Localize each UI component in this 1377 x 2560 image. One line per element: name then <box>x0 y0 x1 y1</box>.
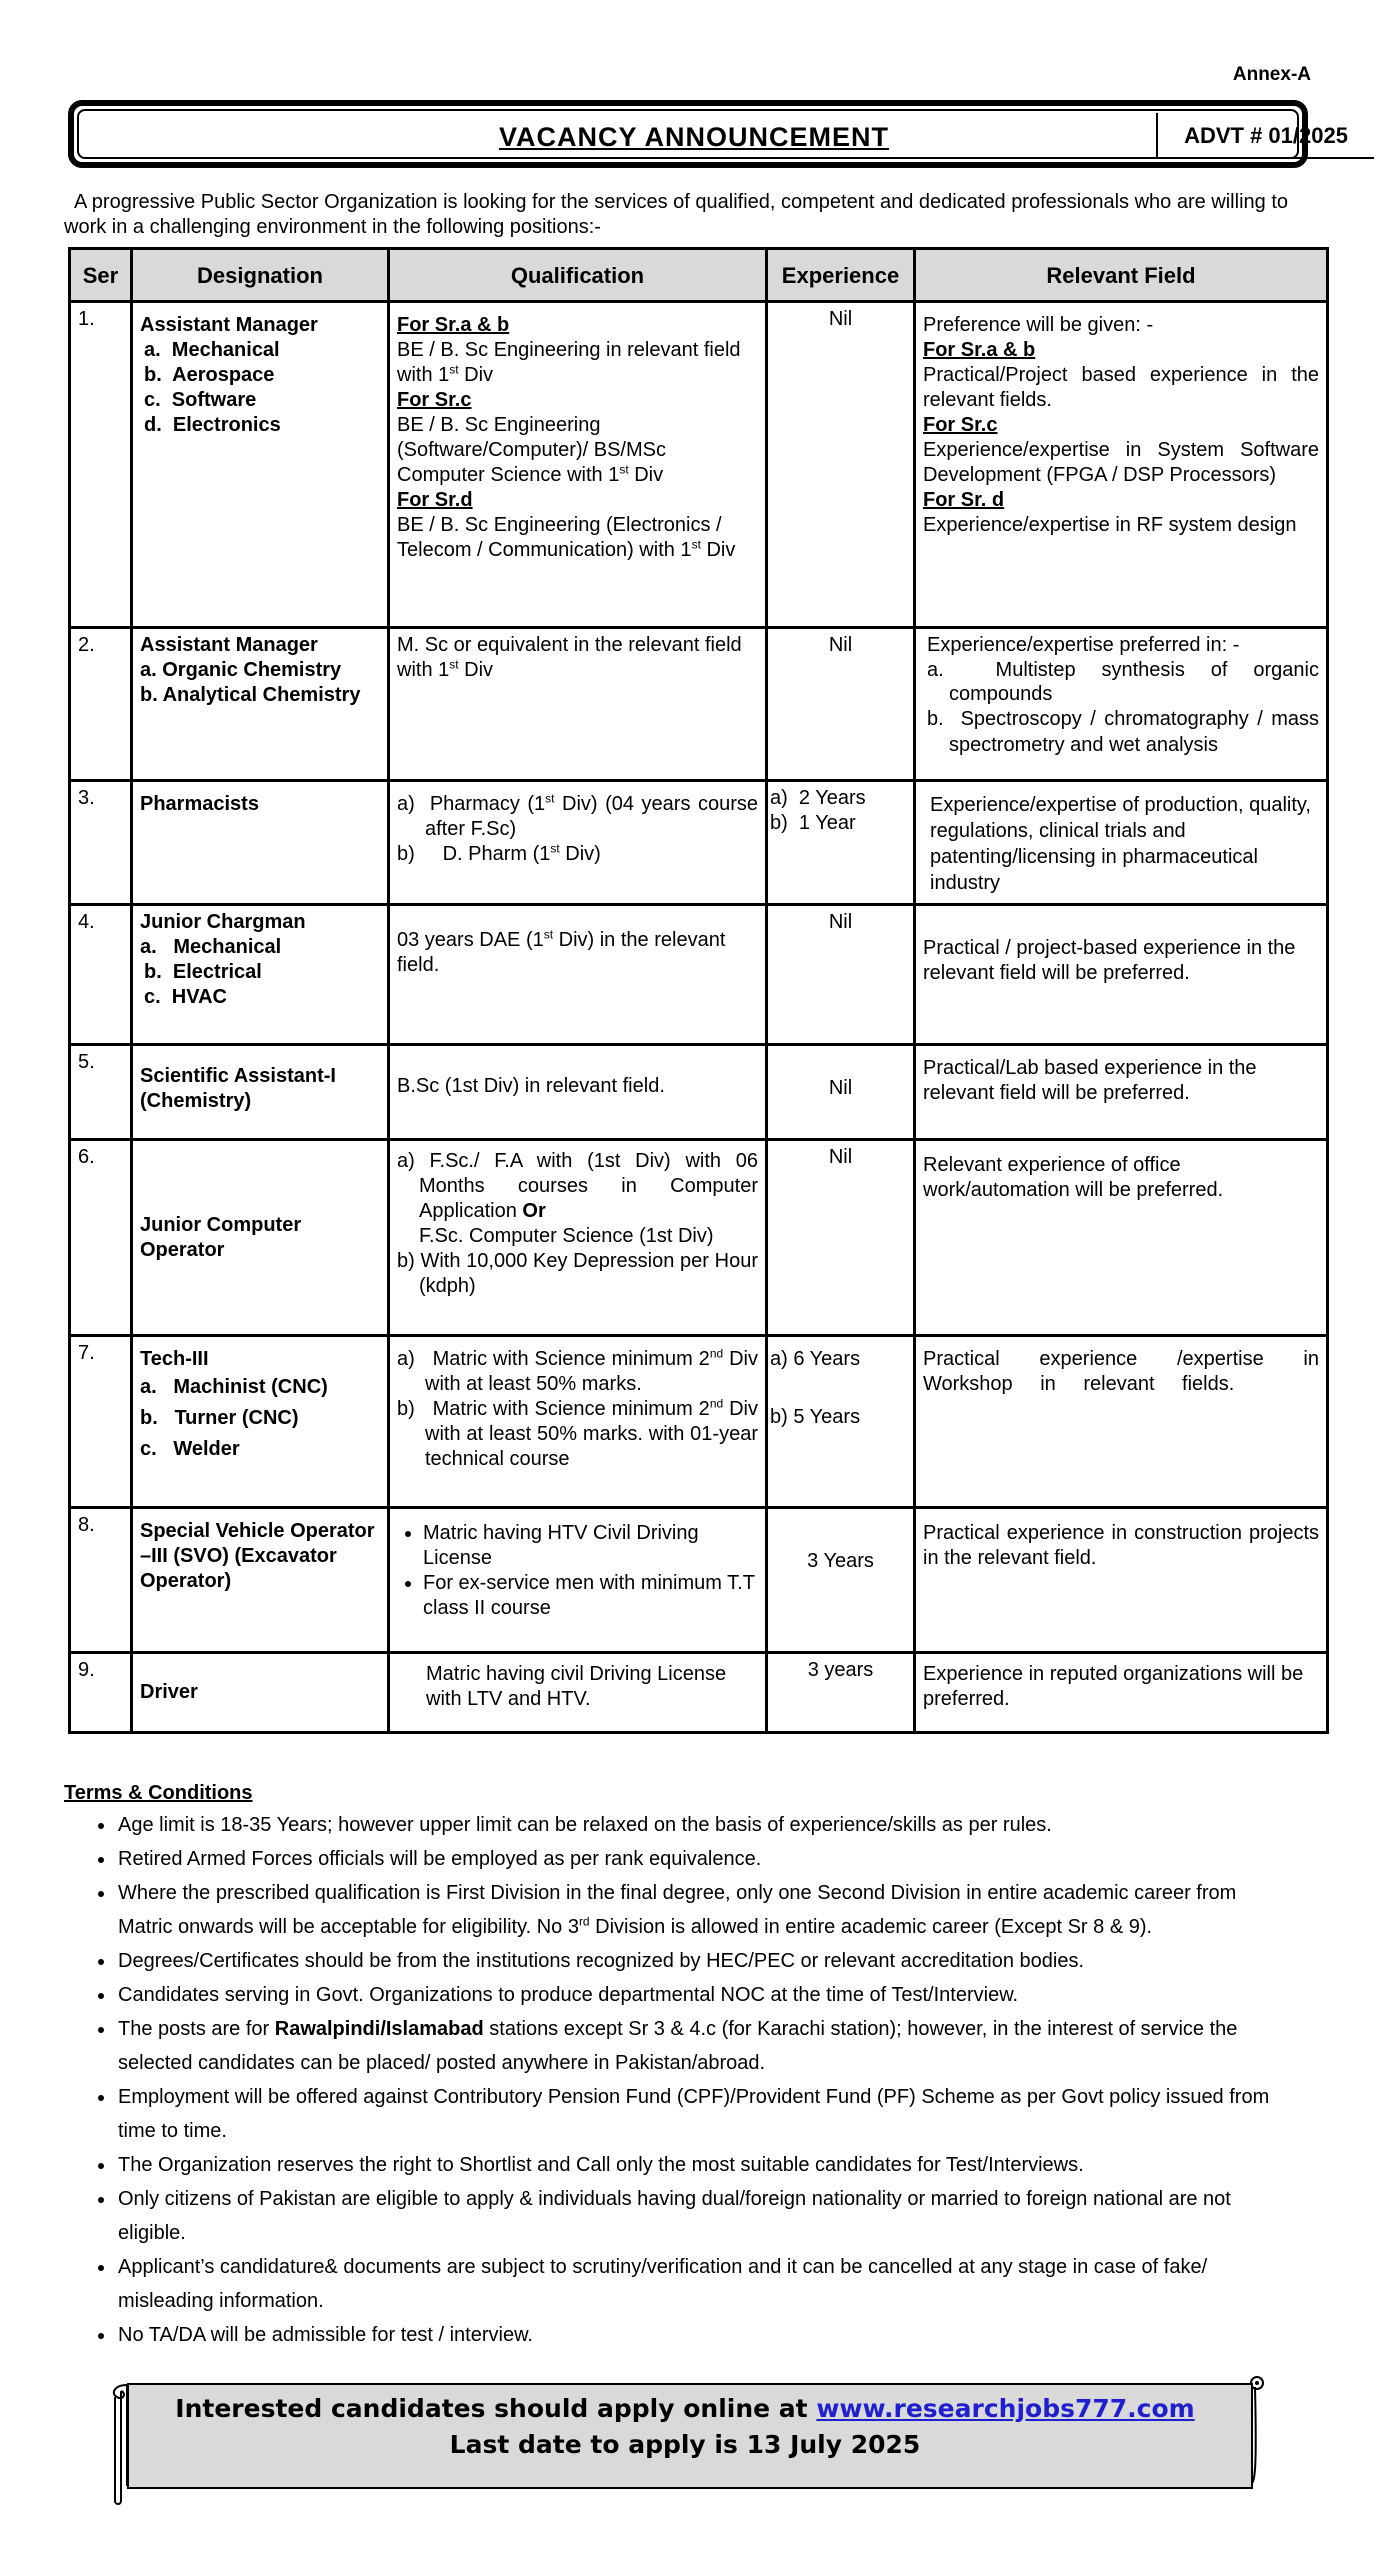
experience-cell: a) 6 Years b) 5 Years <box>767 1336 915 1508</box>
ser-cell: 4. <box>70 905 132 1045</box>
list-item: • The Organization reserves the right to Shortlist and Call only the most suitable candidates for Test/Interviews. <box>116 2148 1284 2182</box>
list-item: • Age limit is 18-35 Years; however upper limit can be relaxed on the basis of experience/skills as per rules. <box>116 1808 1284 1842</box>
designation-cell: Pharmacists <box>132 781 389 905</box>
page-title: VACANCY ANNOUNCEMENT <box>498 122 889 152</box>
designation-cell: Junior Computer Operator <box>132 1140 389 1336</box>
field-cell: Practical experience in construction projects in the relevant field. <box>915 1508 1328 1653</box>
col-header-designation: Designation <box>132 249 389 302</box>
list-item: • Applicant’s candidature& documents are subject to scrutiny/verification and it can be cancelled at any stage in case of fake/ misleading information. <box>116 2250 1284 2318</box>
qualification-cell: M. Sc or equivalent in the relevant field with 1st Div <box>389 628 767 781</box>
table-row <box>70 1653 1328 1733</box>
list-item: • Where the prescribed qualification is First Division in the final degree, only one Second Division in entire academic career from Matric onwards will be acceptable for eligibility. No 3rd Division is allowed in entire academic career (Except Sr 8 & 9). <box>116 1876 1284 1944</box>
terms-title: Terms & Conditions <box>64 1782 253 1804</box>
intro-text: A progressive Public Sector Organization is looking for the services of qualified, competent and dedicated professionals who are willing to work in a challenging environment in the following positions:- <box>64 191 1288 238</box>
ser-cell: 1. <box>70 302 132 628</box>
ser-cell: 3. <box>70 781 132 905</box>
ser-cell: 7. <box>70 1336 132 1508</box>
qualification-cell: a) F.Sc./ F.A with (1st Div) with 06 Months courses in Computer Application Or F.Sc. Computer Science (1st Div) b) With 10,000 Key Depression per Hour (kdph) <box>389 1140 767 1336</box>
list-item: • No TA/DA will be admissible for test / interview. <box>116 2318 1284 2352</box>
annex-label: Annex-A <box>1232 64 1311 85</box>
field-cell: Practical / project-based experience in the relevant field will be preferred. <box>915 905 1328 1045</box>
table-row <box>70 1140 1328 1336</box>
table-row <box>70 1336 1328 1508</box>
apply-link[interactable]: www.researchjobs777.com <box>816 2394 1195 2423</box>
list-item: • Candidates serving in Govt. Organizations to produce departmental NOC at the time of Test/Interview. <box>116 1978 1284 2012</box>
qualification-cell: 03 years DAE (1st Div) in the relevant field. <box>389 905 767 1045</box>
list-item: • Degrees/Certificates should be from the institutions recognized by HEC/PEC or relevant accreditation bodies. <box>116 1944 1284 1978</box>
col-header-field: Relevant Field <box>915 249 1328 302</box>
designation-cell: Special Vehicle Operator –III (SVO) (Excavator Operator) <box>132 1508 389 1653</box>
table-row <box>70 781 1328 905</box>
qualification-cell <box>389 1508 767 1653</box>
table-row <box>70 302 1328 628</box>
experience-cell: Nil <box>767 628 915 781</box>
ser-cell: 6. <box>70 1140 132 1336</box>
apply-text: Interested candidates should apply online at <box>175 2394 817 2423</box>
list-item: • Employment will be offered against Contributory Pension Fund (CPF)/Provident Fund (PF) Scheme as per Govt policy issued from time to time. <box>116 2080 1284 2148</box>
col-header-ser: Ser <box>70 249 132 302</box>
designation-cell: Assistant Manager a. Organic Chemistry b. Analytical Chemistry <box>132 628 389 781</box>
experience-cell: Nil <box>767 302 915 628</box>
qualification-cell: For Sr.a & b BE / B. Sc Engineering in relevant field with 1st Div For Sr.c BE / B. Sc Engineering (Software/Computer)/ BS/MSc Computer Science with 1st Div For Sr.d BE / B. Sc Engineering (Electronics / Telecom / Communication) with 1st Div <box>389 302 767 628</box>
table-row <box>70 1508 1328 1653</box>
experience-cell: Nil <box>767 905 915 1045</box>
field-cell: Relevant experience of office work/automation will be preferred. <box>915 1140 1328 1336</box>
experience-cell: Nil <box>767 1045 915 1140</box>
ser-cell: 9. <box>70 1653 132 1733</box>
experience-cell: 3 years <box>767 1653 915 1733</box>
deadline-text: Last date to apply is 13 July 2025 <box>449 2430 921 2459</box>
apply-banner <box>105 2375 1265 2505</box>
ser-cell: 8. <box>70 1508 132 1653</box>
qualification-cell: B.Sc (1st Div) in relevant field. <box>389 1045 767 1140</box>
list-item: • For ex-service men with minimum T.T class II course <box>423 1571 758 1621</box>
list-item: • Only citizens of Pakistan are eligible to apply & individuals having dual/foreign nationality or married to foreign national are not eligible. <box>116 2182 1284 2250</box>
advt-number: ADVT # 01/2025 <box>1156 113 1374 159</box>
designation-cell: Tech-III a. Machinist (CNC) b. Turner (CNC) c. Welder <box>132 1336 389 1508</box>
field-cell: Practical experience /expertise in Workshop in relevant fields. <box>915 1336 1328 1508</box>
list-item: • The posts are for Rawalpindi/Islamabad stations except Sr 3 & 4.c (for Karachi station); however, in the interest of service the selected candidates can be placed/ posted anywhere in Pakistan/abroad. <box>116 2012 1284 2080</box>
qualification-cell: a) Pharmacy (1st Div) (04 years course after F.Sc) b) D. Pharm (1st Div) <box>389 781 767 905</box>
experience-cell: 3 Years <box>767 1508 915 1653</box>
experience-cell: a) 2 Years b) 1 Year <box>767 781 915 905</box>
ser-cell: 2. <box>70 628 132 781</box>
field-cell: Experience/expertise of production, quality, regulations, clinical trials and patenting/licensing in pharmaceutical industry <box>915 781 1328 905</box>
ser-cell: 5. <box>70 1045 132 1140</box>
designation-cell: Assistant Manager a. Mechanical b. Aerospace c. Software d. Electronics <box>132 302 389 628</box>
table-row <box>70 628 1328 781</box>
field-cell: Experience/expertise preferred in: - a. Multistep synthesis of organic compounds b. Spectroscopy / chromatography / mass spectrometry and wet analysis <box>915 628 1328 781</box>
designation-cell: Scientific Assistant-I (Chemistry) <box>132 1045 389 1140</box>
table-header-row <box>70 249 1328 302</box>
experience-cell: Nil <box>767 1140 915 1336</box>
terms-section <box>64 1778 1284 2352</box>
field-cell: Preference will be given: - For Sr.a & b Practical/Project based experience in the relevant fields. For Sr.c Experience/expertise in System Software Development (FPGA / DSP Processors) For Sr. d Experience/expertise in RF system design <box>915 302 1328 628</box>
field-cell: Experience in reputed organizations will be preferred. <box>915 1653 1328 1733</box>
field-cell: Practical/Lab based experience in the relevant field will be preferred. <box>915 1045 1328 1140</box>
col-header-qualification: Qualification <box>389 249 767 302</box>
table-row <box>70 905 1328 1045</box>
qualification-cell: a) Matric with Science minimum 2nd Div with at least 50% marks. b) Matric with Science minimum 2nd Div with at least 50% marks. with 01-year technical course <box>389 1336 767 1508</box>
designation-cell: Junior Chargman a. Mechanical b. Electrical c. HVAC <box>132 905 389 1045</box>
table-row <box>70 1045 1328 1140</box>
vacancy-table <box>68 247 1329 1734</box>
list-item: • Retired Armed Forces officials will be employed as per rank equivalence. <box>116 1842 1284 1876</box>
designation-cell: Driver <box>132 1653 389 1733</box>
header-box <box>68 100 1348 168</box>
qualification-cell: Matric having civil Driving License with LTV and HTV. <box>389 1653 767 1733</box>
list-item: • Matric having HTV Civil Driving License <box>423 1521 758 1571</box>
col-header-experience: Experience <box>767 249 915 302</box>
